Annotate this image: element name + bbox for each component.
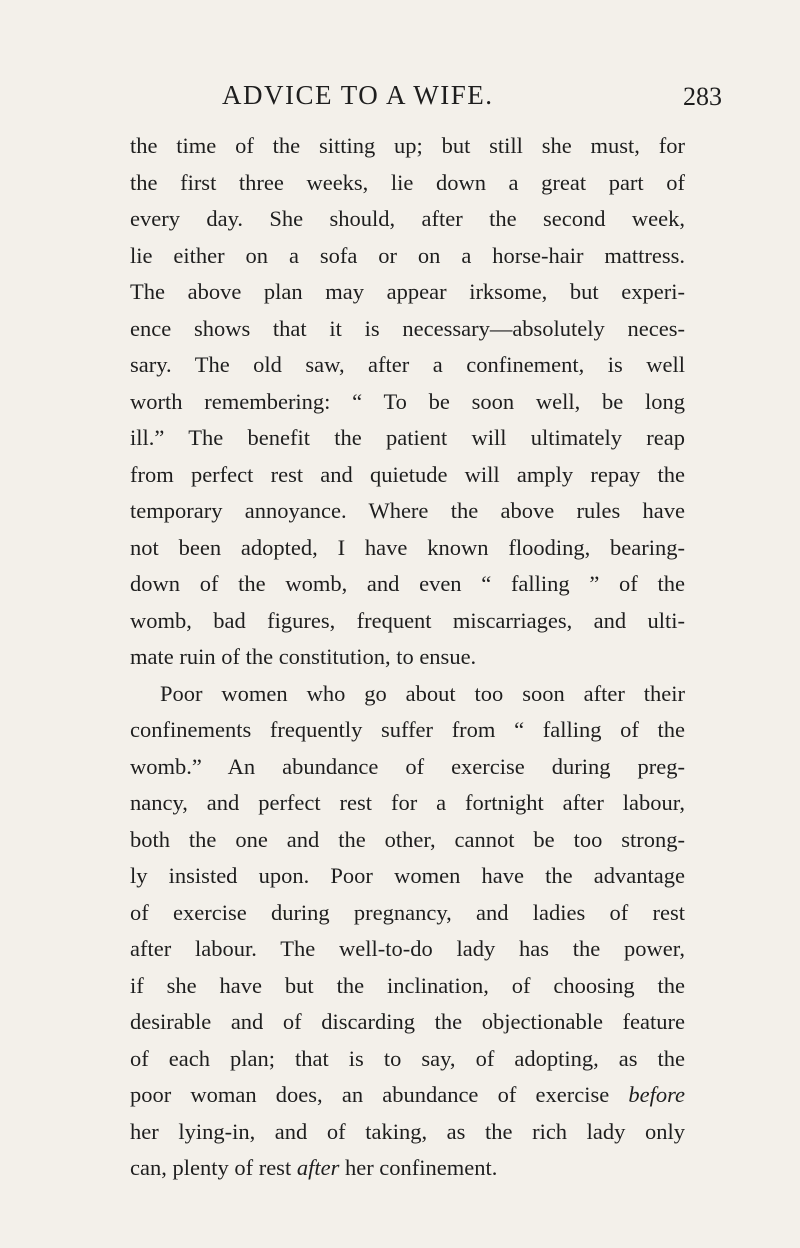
text-line: womb.” An abundance of exercise during preg- [130,753,685,779]
text-line: after labour. The well-to-do lady has the power, [130,936,685,961]
italic-word: after [296,1155,340,1180]
text-line: Poor women who go about too soon after their [160,680,685,706]
text-line: ill.” The benefit the patient will ultimately reap [130,425,685,450]
text-line: from perfect rest and quietude will amply repay the [130,461,685,487]
text-segment: poor woman does, an abundance of exercise [130,1082,610,1107]
text-line: ly insisted upon. Poor women have the advantage [130,863,685,888]
body-text [130,128,685,1187]
page-number: 283 [683,82,722,111]
text-line: nancy, and perfect rest for a fortnight after labour, [130,790,685,815]
text-line: not been adopted, I have known flooding, bearing- [130,534,685,560]
text-line: lie either on a sofa or on a horse-hair mattress. [130,242,685,268]
text-line: ence shows that it is necessary—absolutely neces- [130,315,685,341]
italic-word: before [628,1082,686,1107]
text-line: sary. The old saw, after a confinement, is well [130,352,685,377]
text-line: both the one and the other, cannot be too strong- [130,826,685,852]
text-line: down of the womb, and even “ falling ” of the [130,571,685,596]
text-line: of exercise during pregnancy, and ladies of rest [130,899,685,925]
text-line: the time of the sitting up; but still she must, for [130,133,685,158]
text-line: the first three weeks, lie down a great part of [130,169,685,195]
text-line: worth remembering: “ To be soon well, be long [130,388,685,414]
text-line: of each plan; that is to say, of adopting, as the [130,1045,685,1071]
text-line: desirable and of discarding the objectionable feature [130,1009,685,1034]
text-line: mate ruin of the constitution, to ensue. [130,644,477,669]
text-line: every day. She should, after the second week, [130,206,685,231]
text-line [130,1077,685,1114]
text-segment: her confinement. [344,1155,498,1180]
text-line: The above plan may appear irksome, but experi- [130,279,685,304]
running-head: ADVICE TO A WIFE. [222,80,494,110]
page-header [0,80,800,120]
text-segment: can, plenty of rest [130,1155,292,1180]
text-line: womb, bad figures, frequent miscarriages, and ulti- [130,607,685,633]
text-line: temporary annoyance. Where the above rules have [130,498,685,523]
text-line: if she have but the inclination, of choosing the [130,972,685,998]
text-line: her lying-in, and of taking, as the rich lady only [130,1118,685,1144]
text-line [130,1150,685,1187]
text-line: confinements frequently suffer from “ falling of the [130,717,685,742]
